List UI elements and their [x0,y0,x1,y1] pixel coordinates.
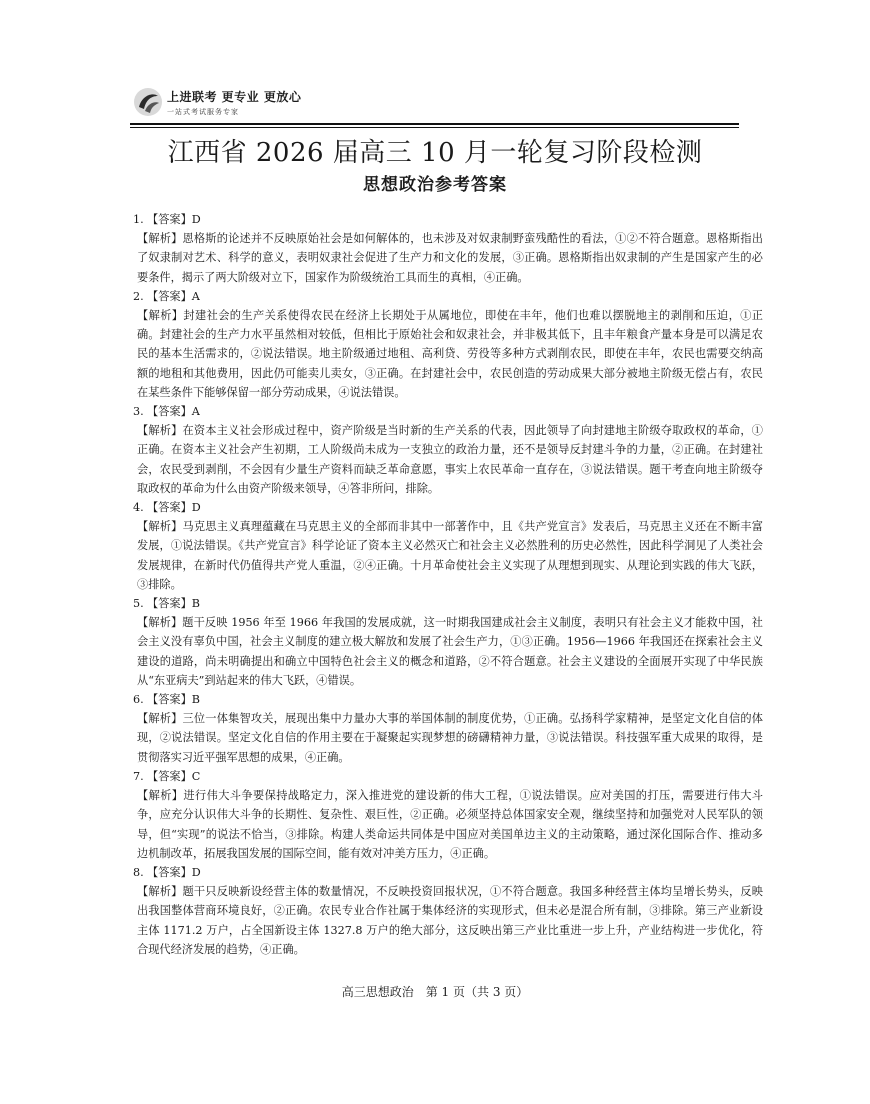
question-item [133,210,763,287]
answer-label: 【答案】A [147,289,200,303]
answer-label: 【答案】B [147,597,200,611]
answer-label: 【答案】A [147,405,200,419]
header-rule-thin [130,127,739,128]
question-list [133,210,763,959]
publisher-logo [133,84,301,120]
header-rule-thick [130,123,739,125]
question-item [133,863,763,959]
explanation-text: 【解析】马克思主义真理蕴藏在马克思主义的全部而非其中一部著作中，且《共产党宣言》发表后，马克思主义还在不断丰富发展，①说法错误。《共产党宣言》科学论证了资本主义必然灭亡和社会主义必然胜利的历史必然性，因此科学洞见了人类社会发展规律，在新时代仍值得共产党人重温，②④正确。十月革命使社会主义实现了从理想到现实、从理论到实践的伟大飞跃，③排除。 [137,520,763,591]
page-footer: 高三思想政治 第 1 页（共 3 页） [341,985,529,999]
explanation-text: 【解析】题干反映 1956 年至 1966 年我国的发展成就，这一时期我国建成社会主义制度，表明只有社会主义才能救中国，社会主义没有辜负中国，社会主义制度的建立极大解放和发展了社会生产力，①③正确。1956—1966 年我国还在探索社会主义建设的道路，尚未明确提出和确立中国特色社会主义的概念和道路，②不符合题意。社会主义建设的全面展开实现了中华民族从“东亚病夫”到站起来的伟大飞跃，④错误。 [137,616,763,687]
logo-icon [133,87,163,117]
answer-label: 【答案】D [147,865,201,879]
question-number: 4. [133,501,144,515]
explanation-text: 【解析】题干只反映新设经营主体的数量情况，不反映投资回报状况，①不符合题意。我国多种经营主体均呈增长势头，反映出我国整体营商环境良好，②正确。农民专业合作社属于集体经济的实现形式，但未必是混合所有制，③排除。第三产业新设主体 1171.2 万户，占全国新设主体 1327.8 万户的绝大部分，这反映出第三产业比重进一步上升，产业结构进一步优化，符合现代经济发展的趋势，④正确。 [137,885,763,956]
logo-slogan: 上进联考 更专业 更放心 [167,89,302,104]
answer-label: 【答案】D [147,213,201,226]
answer-label: 【答案】D [147,501,201,515]
question-item [133,402,763,498]
question-number: 6. [133,693,144,707]
explanation-text: 【解析】进行伟大斗争要保持战略定力，深入推进党的建设新的伟大工程，①说法错误。应对美国的打压，需要进行伟大斗争，应充分认识伟大斗争的长期性、复杂性、艰巨性，②正确。必须坚持总体国家安全观，继续坚持和加强党对人民军队的领导，但“实现”的说法不恰当，③排除。构建人类命运共同体是中国应对美国单边主义的主动策略，通过深化国际合作、推动多边机制改革，拓展我国发展的国际空间，能有效对冲美方压力，④正确。 [137,789,763,860]
question-number: 8. [133,865,144,879]
question-number: 2. [133,289,144,303]
question-number: 5. [133,597,144,611]
question-number: 3. [133,405,144,419]
question-number: 7. [133,769,144,783]
page-title: 江西省 2026 届高三 10 月一轮复习阶段检测 [167,138,703,168]
page-subtitle: 思想政治参考答案 [363,175,507,195]
question-item [133,287,763,402]
question-item [133,767,763,863]
answer-label: 【答案】C [147,769,201,783]
logo-subtext: 一站式考试服务专家 [167,107,239,116]
question-item [133,594,763,690]
explanation-text: 【解析】在资本主义社会形成过程中，资产阶级是当时新的生产关系的代表，因此领导了向封建地主阶级夺取政权的革命，①正确。在资本主义社会产生初期，工人阶级尚未成为一支独立的政治力量，还不是领导反封建斗争的力量，②正确。在封建社会，农民受到剥削，不会因有少量生产资料而缺乏革命意愿，事实上农民革命一直存在，③说法错误。题干考查向地主阶级夺取政权的革命为什么由资产阶级来领导，④答非所问，排除。 [137,424,763,495]
answer-label: 【答案】B [147,693,200,707]
question-number: 1. [133,213,144,226]
explanation-text: 【解析】三位一体集智攻关，展现出集中力量办大事的举国体制的制度优势，①正确。弘扬科学家精神，是坚定文化自信的体现，②说法错误。坚定文化自信的作用主要在于凝聚起实现梦想的磅礴精神力量，③说法错误。科技强军重大成果的取得，是贯彻落实习近平强军思想的成果，④正确。 [137,712,763,764]
question-item [133,498,763,594]
explanation-text: 【解析】恩格斯的论述并不反映原始社会是如何解体的，也未涉及对奴隶制野蛮残酷性的看法，①②不符合题意。恩格斯指出了奴隶制对艺术、科学的意义，表明奴隶社会促进了生产力和文化的发展，③正确。恩格斯指出奴隶制的产生是国家产生的必要条件，揭示了两大阶级对立下，国家作为阶级统治工具而生的真相，④正确。 [137,232,763,284]
question-item [133,690,763,767]
explanation-text: 【解析】封建社会的生产关系使得农民在经济上长期处于从属地位，即使在丰年，他们也难以摆脱地主的剥削和压迫，①正确。封建社会的生产力水平虽然相对较低，但相比于原始社会和奴隶社会，并非极其低下，且丰年粮食产量本身是可以满足农民的基本生活需求的，②说法错误。地主阶级通过地租、高利贷、劳役等多种方式剥削农民，即使在丰年，农民也需要交纳高额的地租和其他费用，因此仍可能卖儿卖女，③正确。在封建社会中，农民创造的劳动成果大部分被地主阶级无偿占有，农民在某些条件下能够保留一部分劳动成果，④说法错误。 [137,309,763,399]
